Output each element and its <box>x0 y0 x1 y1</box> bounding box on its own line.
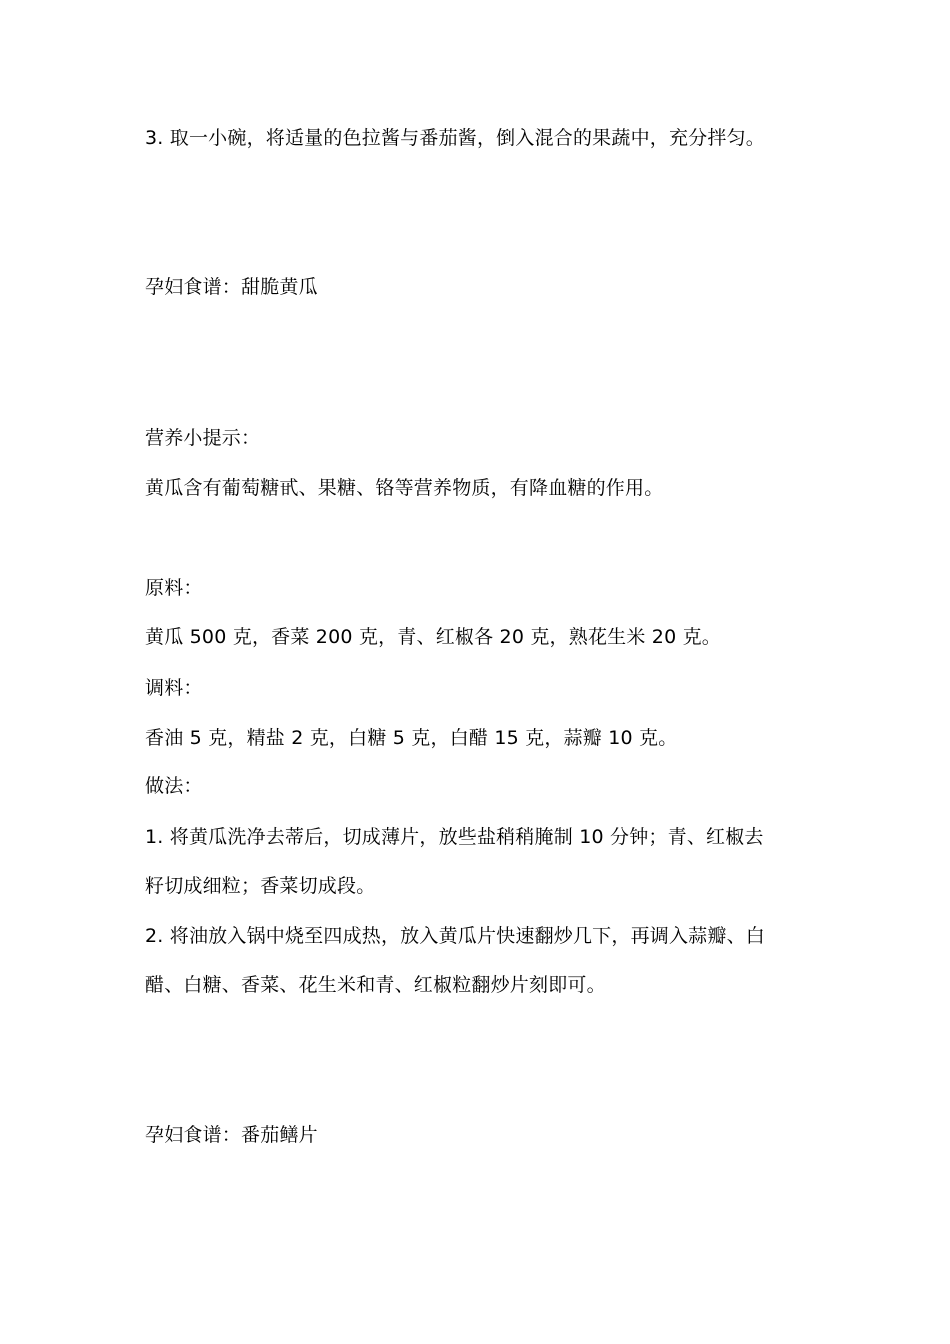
nutrition-text: 黄瓜含有葡萄糖甙、果糖、铬等营养物质，有降血糖的作用。 <box>145 477 664 499</box>
recipe-title-sweet-crispy-cucumber: 孕妇食谱：甜脆黄瓜 <box>145 276 318 298</box>
seasoning-heading: 调料： <box>145 677 203 699</box>
recipe-title-tomato-eel-slices: 孕妇食谱：番茄鳝片 <box>145 1124 318 1146</box>
ingredients-text: 黄瓜 500 克，香菜 200 克，青、红椒各 20 克，熟花生米 20 克。 <box>145 626 722 648</box>
ingredients-heading: 原料： <box>145 577 203 599</box>
seasoning-text: 香油 5 克，精盐 2 克，白糖 5 克，白醋 15 克，蒜瓣 10 克。 <box>145 727 678 749</box>
method-step-1-line-1: 1. 将黄瓜洗净去蒂后，切成薄片，放些盐稍稍腌制 10 分钟；青、红椒去 <box>145 826 764 848</box>
previous-recipe-step-3: 3. 取一小碗，将适量的色拉酱与番茄酱，倒入混合的果蔬中，充分拌匀。 <box>145 127 765 149</box>
method-heading: 做法： <box>145 775 203 797</box>
method-step-2-line-2: 醋、白糖、香菜、花生米和青、红椒粒翻炒片刻即可。 <box>145 974 606 996</box>
method-step-1-line-2: 籽切成细粒；香菜切成段。 <box>145 875 376 897</box>
method-step-2-line-1: 2. 将油放入锅中烧至四成热，放入黄瓜片快速翻炒几下，再调入蒜瓣、白 <box>145 925 765 947</box>
nutrition-heading: 营养小提示： <box>145 427 261 449</box>
